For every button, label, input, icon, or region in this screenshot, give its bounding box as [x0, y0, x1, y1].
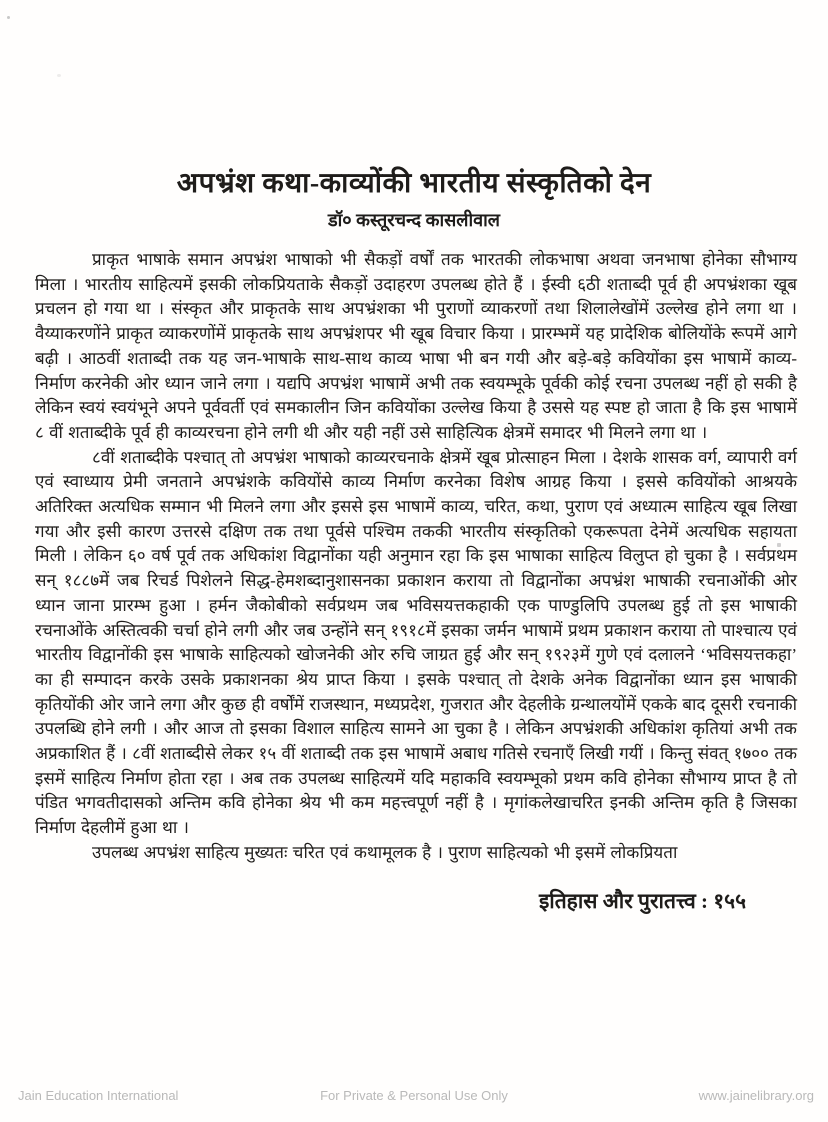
- scan-artifact: [777, 543, 781, 547]
- paragraph-2: ८वीं शताब्दीके पश्चात् तो अपभ्रंश भाषाको काव्यरचनाके क्षेत्रमें खूब प्रोत्साहन मिला । देशके शासक वर्ग, व्यापारी वर्ग एवं स्वाध्याय प्रेमी जनताने अपभ्रंशके कवियोंसे काव्य निर्माण करनेका विशेष आग्रह किया । इससे कवियोंको आश्रयके अतिरिक्त अत्यधिक सम्मान भी मिलने लगा और इससे इस भाषामें काव्य, चरित, कथा, पुराण एवं अध्यात्म साहित्य खूब लिखा गया और इसी कारण उत्तरसे दक्षिण तक तथा पूर्वसे पश्चिम तककी भारतीय संस्कृतिको एकरूपता देनेमें अत्यधिक सहायता मिली । लेकिन ६० वर्ष पूर्व तक अधिकांश विद्वानोंका यही अनुमान रहा कि इस भाषाका साहित्य विलुप्त हो चुका है । सर्वप्रथम सन् १८८७में जब रिचर्ड पिशेलने सिद्ध-हेमशब्दानुशासनका प्रकाशन कराया तो विद्वानोंका अपभ्रंश भाषाकी रचनाओंकी ओर ध्यान जाना प्रारम्भ हुआ । हर्मन जैकोबीको सर्वप्रथम जब भविसयत्तकहाकी एक पाण्डुलिपि उपलब्ध हुई तो इस भाषाकी रचनाओंके अस्तित्वकी चर्चा होने लगी और जब उन्होंने सन् १९१८में इसका जर्मन भाषामें प्रथम प्रकाशन कराया तो पाश्चात्य एवं भारतीय विद्वानोंकी इस भाषाके साहित्यको खोजनेकी ओर रुचि जाग्रत हुई और सन् १९२३में गुणे एवं दलालने ‘भविसयत्तकहा’ का ही सम्पादन करके उसके प्रकाशनका श्रेय प्राप्त किया । इसके पश्चात् तो देशके अनेक विद्वानोंका ध्यान इस भाषाकी कृतियोंकी ओर जाने लगा और कुछ ही वर्षोंमें राजस्थान, मध्यप्रदेश, गुजरात और देहलीके ग्रन्थालयोंमें एकके बाद दूसरी रचनाकी उपलब्धि होने लगी । और आज तो इसका विशाल साहित्य सामने आ चुका है । लेकिन अपभ्रंशकी अधिकांश कृतियां अभी तक अप्रकाशित हैं । ८वीं शताब्दीसे लेकर १५ वीं शताब्दी तक इस भाषामें अबाध गतिसे रचनाएँ लिखी गयीं । किन्तु संवत् १७०० तक इसमें साहित्य निर्माण होता रहा । अब तक उपलब्ध साहित्यमें यदि महाकवि स्वयम्भूको प्रथम कवि होनेका सौभाग्य प्राप्त है तो पंडित भगवतीदासको अन्तिम कवि होनेका श्रेय भी कम महत्त्वपूर्ण नहीं है । मृगांकलेखाचरित इनकी अन्तिम कृति है जिसका निर्माण देहलीमें हुआ था ।: [35, 447, 797, 838]
- scan-artifact: [57, 74, 61, 77]
- article-body: [35, 248, 797, 866]
- scan-footer-left: Jain Education International: [18, 1088, 179, 1103]
- paragraph-1: प्राकृत भाषाके समान अपभ्रंश भाषाको भी सैकड़ों वर्षों तक भारतकी लोकभाषा अथवा जनभाषा होनेका सौभाग्य मिला । भारतीय साहित्यमें इसकी लोकप्रियताके सैकड़ों उदाहरण उपलब्ध होते हैं । ईस्वी ६ठी शताब्दी पूर्व ही अपभ्रंशका खूब प्रचलन हो गया था । संस्कृत और प्राकृतके साथ अपभ्रंशका भी पुराणों व्याकरणों तथा शिलालेखोंमें उल्लेख होने लगा था । वैय्याकरणोंने प्राकृत व्याकरणोंमें प्राकृतके साथ अपभ्रंशपर भी खूब विचार किया । प्रारम्भमें यह प्रादेशिक बोलियोंके रूपमें आगे बढ़ी । आठवीं शताब्दी तक यह जन-भाषाके साथ-साथ काव्य भाषा भी बन गयी और बड़े-बड़े कवियोंका इस भाषामें काव्य-निर्माण करनेकी ओर ध्यान जाने लगा । यद्यपि अपभ्रंश भाषामें अभी तक स्वयम्भूके पूर्वकी कोई रचना उपलब्ध नहीं हो सकी है लेकिन स्वयं स्वयंभूने अपने पूर्ववर्ती एवं समकालीन जिन कवियोंका उल्लेख किया है उससे यह स्पष्ट हो जाता है कि इस भाषामें ८ वीं शताब्दीके पूर्व ही काव्यरचना होने लगी थी और यही नहीं उसे साहित्यिक क्षेत्रमें समादर भी मिलने लगा था ।: [35, 250, 797, 442]
- scan-footer-url: www.jainelibrary.org: [698, 1088, 814, 1103]
- journal-page-footer: इतिहास और पुरातत्त्व : १५५: [538, 888, 746, 913]
- article-title: अपभ्रंश कथा-काव्योंकी भारतीय संस्कृतिको देन: [176, 168, 652, 199]
- paragraph-3: उपलब्ध अपभ्रंश साहित्य मुख्यतः चरित एवं कथामूलक है । पुराण साहित्यको भी इसमें लोकप्रियता: [92, 842, 678, 862]
- scan-footer-bar: [0, 1088, 828, 1104]
- scan-artifact: [7, 16, 10, 19]
- scan-footer-center: For Private & Personal Use Only: [320, 1088, 508, 1103]
- article-author: डॉ० कस्तूरचन्द कासलीवाल: [327, 210, 501, 230]
